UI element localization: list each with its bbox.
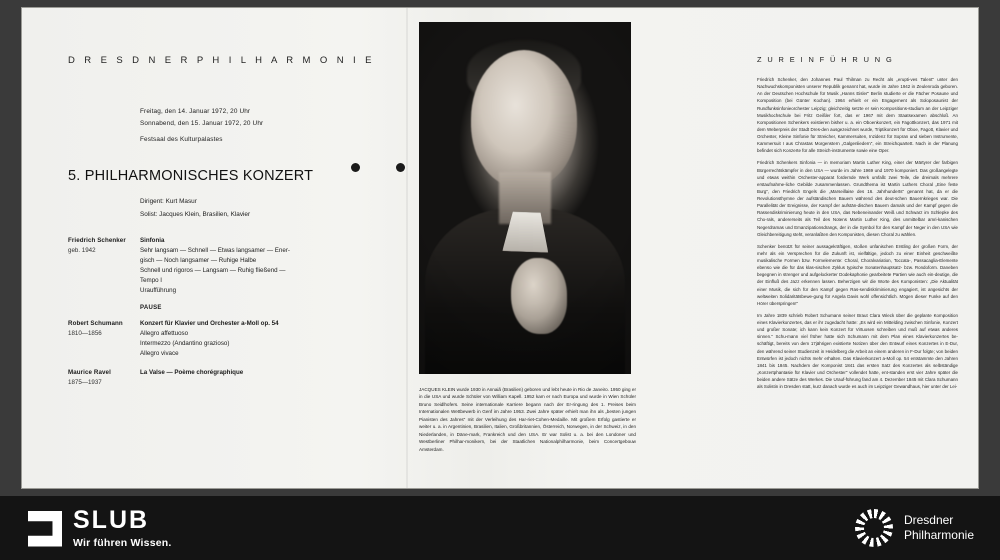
slub-wordmark: [73, 508, 172, 549]
movement: Sehr langsam — Schnell — Etwas langsamer — Ener-: [140, 247, 290, 255]
intro-paragraph: Friedrich Schenker, den Johannes Paul Thilman zu Recht als „erupti-ves Talent" unter den Nachwuchskomponisten unserer Republik genannt hat, wurde im Jahre 1942 in Zeulenroda geboren. An der Deutschen Hochschule für Musik „Hanns Eisler" Berlin studierte er die Fächer Posaune und Komposition (bei Günter Kochan). 1964 erhielt er ein Engagement als Soloposaunist der Rundfunksinfonieorchester Leipzig; gleichzeitig setzte er sein Kompositions-studium an der Leipziger Musikhochschule bei Fritz Geißler fort, das er 1967 mit dem Staatsexamen abschloß. An Kompositionen Schenkers existieren bisher u. a. ein Oboenkonzert, ein Fagottkonzert, das 1971 mit dem Weberpreis der Stadt Dres-den ausgezeichnet wurde, Triptikonzert für Oboe, Fagott, Klavier und Orchester, Kleine Sinfonie für Streicher, Kammersuiten, Inzidenz für Sopran und sieben Instrumente, Kammersuit I aus Chrastas Morgenstern „Galgenliedern", ein Streichquartett. Nach in der Planung befindet sich Konzerte für alle Streich-instrumente sowie eine Oper.: [757, 77, 958, 154]
slub-logo: [28, 508, 172, 549]
movement: Schnell und rigoros — Langsam — Ruhig fließend —: [140, 267, 286, 275]
conductor-line: Dirigent: Kurt Masur: [140, 198, 197, 205]
work-title: La Valse — Poème chorégraphique: [140, 369, 244, 377]
orchestra-name: D R E S D N E R P H I L H A R M O N I E: [68, 55, 375, 66]
movement: Tempo I: [140, 277, 163, 285]
philharmonie-line-1: Dresdner: [903, 512, 954, 527]
page-title: 5. PHILHARMONISCHES KONZERT: [68, 168, 314, 184]
slub-mark-icon: [28, 511, 62, 547]
soloist-photo: [419, 22, 631, 374]
movement: Allegro vivace: [140, 350, 179, 358]
composer-name: Maurice Ravel: [68, 369, 111, 377]
date-line-1: Freitag, den 14. Januar 1972, 20 Uhr: [140, 108, 251, 115]
composer-name: Robert Schumann: [68, 320, 123, 328]
composer-block: [68, 236, 140, 296]
program-row: [68, 319, 388, 359]
pause-label: PAUSE: [140, 305, 162, 312]
composer-block: [68, 368, 140, 387]
composer-years: geb. 1942: [68, 246, 96, 254]
composer-years: 1810—1856: [68, 329, 102, 337]
composer-years: 1875—1937: [68, 379, 102, 387]
photo-caption: JACQUES KLEIN wurde 1930 in Annaiã (Brasilien) geboren und lebt heute in Rio de Janeiro. 1950 ging er in die USA und wurde Schüler von William Kapell. 1952 kam er nach Europa und wurde in Wien Schüler Bruno Seidlhofers. Seine internationale Karriere begann nach der Er-ringung des 1. Preises beim Internationalen Wettbewerb in Genf im Jahre 1953. Zwei Jahre später erhielt man ihn als „besten jungen Pianisten des Jahres" mit der Verleihung des Har-riet-Cohen-Medaille. Mit großem Erfolg gastierte er weiter u. a. in Argentinien, Brasilien, Italien, Großbritannien, Österreich, Norwegen, in der Schweiz, in den Niederlanden, in Däne-mark, Frankreich und den USA. Er war Solist u. a. bei den Londoner und Westberliner Philhar-monikern, bei der Staatlichen Nationalphilharmonie, beim Concertgebouw Amsterdam.: [419, 387, 636, 452]
intro-paragraph: Im Jahre 1839 schrieb Robert Schumann seiner Braut Clara Wieck über die geplante Komposition eines Klavierkonzertes, das er ihr zugedacht hatte: „Es wird ein Mittelding zwischen Sinfonie, Konzert und großer Sonate; ich kann kein Konzert für Virtuosen schreiben und muß auf etwas anderes sinnen." Schu-mann viel früher hatte sich Schumann mit dem Plan eines Klavierkonzertes be-schäftigt, bereits von dem 17jährigen existierte Notizen über den Entwurf eines Konzertes in E-Dur, den während seiner Studienzeit in Heidelberg die Arbeit an einem anderen in F-Dur folgte; von beiden Entwürfen ist jedoch nichts mehr erhalten. Das Klavierkonzert a-Moll op. 54 entstammte den Jahren 1841 bis 1845. Nachdem der Komponist 1841 das ersten Satz des Konzertes als selbständige „Konzertphantasie für Klavier und Orchester" vollendet hatte, ent-standen erst vier Jahre später die beiden andere Sätze des Werkes. Die Urauf-führung fand am 4. Dezember 1845 mit Clara Schumann als Solistin in Dresden statt, kurz danach wurde es auch im Leipziger Gewandhaus, hier unter der Lei-: [757, 312, 958, 390]
work-block: [140, 236, 388, 296]
program-list: [68, 236, 388, 397]
intro-paragraph: Friedrich Schenkers Sinfonia — in memoriam Martin Luther King, einer der Märtyrer der farbigen Bürgerrechtskämpfer in den USA — wurde im Jahre 1969 und 1970 komponiert. Das großangelegte und etwas weithin Orchester-apparat fordernde Werk umfaßt zwei Teile, die dreimals mehrere erstaufnahme-liche Gebilde zusammenlassen. Grundthema ist Martin Luthers Choral „Eine feste Burg", den Friedrich Engels die „Marseillaise des 16. Jahrhunderts" genannt hat, da er die Revolutionsthymne der aufständischen Bauern während des deut-schen Bauernkrieges war. Die Parallelität der Ereignisse, der Kampf der aufstän-dischen Bauern damals und der Kampf gegen die Rassendiskriminierung heute in den USA, das Nebeneinander Weiß und Schwarz im Schlepke des Cho-rals, andererseits als Teil des Notens Martin Luther King, des unmittelbar amri-kanischen Negerdramas und Emanzipationsdrangs, der in die Symbol für den Kampf der Neger in den USA wie Gleichbereitigung steht, veranlaßten den Komponisten, diesen Choral zu wählen.: [757, 160, 958, 237]
concert-dates: [140, 106, 263, 146]
slub-name: SLUB: [73, 506, 150, 534]
movement: gisch — Noch langsamer — Ruhige Halbe: [140, 257, 257, 265]
intro-paragraph: Schenker benützt für seiner aussagekräftigen, stoßen unfanischen Erstling der großen Form, der mehr als ein Versprechen für die Zukunft ist, vielfältige, jedoch zu einer Einheit geschweißte musikalische Formen bzw. Formelemente: Choral, Choralvariation, Toccata-, Passacaglia-Elemente ebenso wie die für das klas-sischen Zyklus typische Sonatenhauptsatz- bzw. Rondoform. Daneben begegnen in strenger und aufgelockerter Dodekaphonie gearbeitete Partien wie auch ein-deutige, die der Einfluß des Jazz erkennen lassen. Beherzigen wir die Worte des Komponisten: „Die Aktualität einer Musik, die sich für den Kampf gegen Ras-sendiskriminierung engagiert, ist angesichts der weltweiten Solidaritätsbewe-gung für Angela Davis wohl offensichtlich. Mögen dieser Funke auf den Hörer überspringen!": [757, 243, 958, 306]
work-title: Konzert für Klavier und Orchester a-Moll op. 54: [140, 320, 279, 328]
philharmonie-logo: [855, 509, 974, 547]
page-fold: [406, 8, 408, 488]
philharmonie-wordmark: [904, 513, 974, 544]
photo-vignette: [419, 22, 631, 374]
date-line-2: Sonnabend, den 15. Januar 1972, 20 Uhr: [140, 119, 264, 127]
left-page: [22, 8, 406, 488]
punch-hole-icon: [351, 163, 360, 172]
program-row: [68, 368, 388, 387]
introduction-text: [757, 76, 958, 395]
work-block: [140, 319, 388, 359]
composer-name: Friedrich Schenker: [68, 237, 126, 244]
philharmonie-mark-icon: [855, 509, 893, 547]
slub-tagline: Wir führen Wissen.: [73, 537, 172, 549]
composer-block: [68, 319, 140, 359]
movement: Allegro affettuoso: [140, 330, 189, 338]
scan-surface: [22, 8, 978, 488]
movement: Uraufführung: [140, 287, 177, 295]
soloist-line: Solist: Jacques Klein, Brasilien, Klavier: [140, 210, 251, 218]
introduction-heading: Z U R E I N F Ü H R U N G: [757, 55, 894, 64]
document-scan: [22, 8, 978, 488]
movement: Intermezzo (Andantino grazioso): [140, 340, 230, 348]
philharmonie-line-2: Philharmonie: [903, 528, 974, 542]
venue-line: Festsaal des Kulturpalastes: [140, 135, 223, 143]
credits: [140, 196, 250, 222]
work-block: [140, 368, 388, 387]
work-title: Sinfonia: [140, 237, 165, 244]
program-row: [68, 236, 388, 296]
punch-hole-icon: [396, 163, 405, 172]
